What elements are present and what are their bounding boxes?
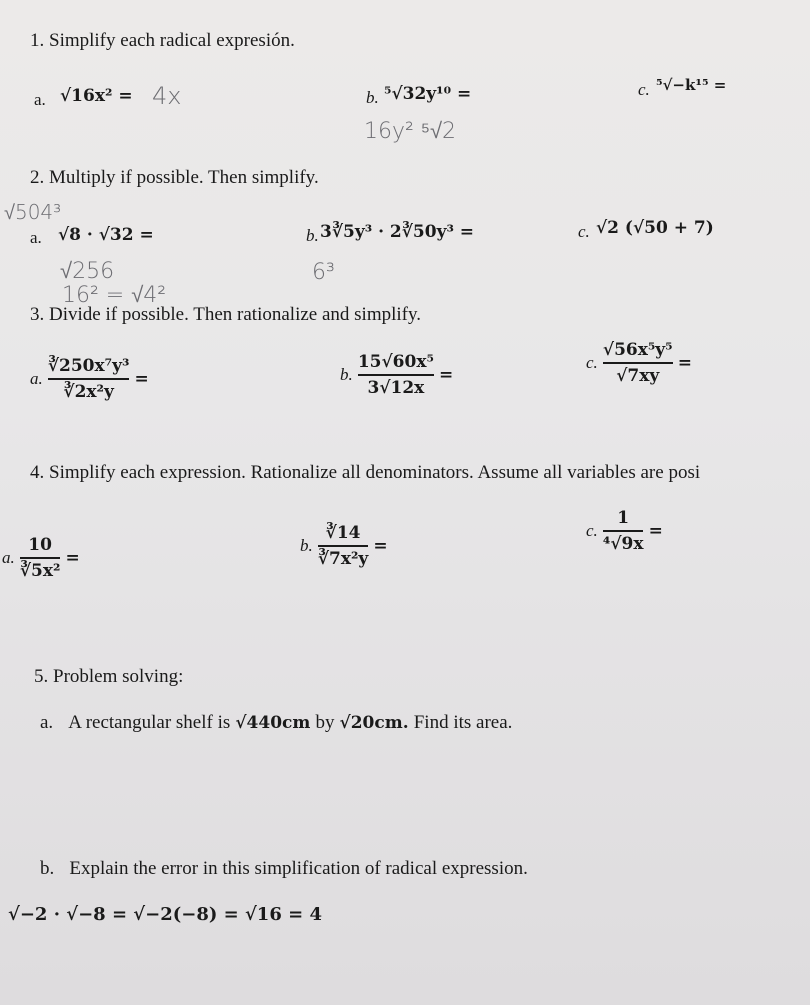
s5-a-label: a. <box>40 712 54 733</box>
s3-a-item <box>30 356 149 402</box>
s5-b-item <box>40 858 528 880</box>
s3-c-denominator: √7xy <box>616 365 660 386</box>
fraction-bar <box>20 557 61 559</box>
fraction-bar <box>603 530 644 532</box>
s4-a-denominator: ∛5x² <box>19 560 61 581</box>
s4-b-fraction <box>318 523 368 569</box>
s1-a-label: a. <box>34 90 46 109</box>
s4-b-equals: = <box>373 535 388 556</box>
s5-a-item <box>40 712 512 734</box>
s4-c-item <box>586 508 663 554</box>
section-2-heading: 2. Multiply if possible. Then simplify. <box>30 167 319 188</box>
s4-c-equals: = <box>648 520 663 541</box>
s4-c-fraction <box>603 508 644 554</box>
s1-c-expression: ⁵√−k¹⁵ = <box>656 76 727 94</box>
s3-a-equals: = <box>134 368 149 389</box>
s3-a-numerator: ∛250x⁷y³ <box>47 356 130 376</box>
s2-c-label: c. <box>578 222 590 241</box>
s5-b-label: b. <box>40 858 55 879</box>
s2-a-label: a. <box>30 228 42 247</box>
s4-b-label: b. <box>300 535 313 555</box>
section-4-heading: 4. Simplify each expression. Rationalize all denominators. Assume all variables are posi <box>30 462 701 483</box>
s1-b-handwritten-work: 16y² ⁵√2 <box>364 119 457 144</box>
s2-a-handwritten-step-2: 16² = √4² <box>62 283 167 308</box>
fraction-bar <box>358 374 434 376</box>
s3-c-numerator: √56x⁵y⁵ <box>602 340 673 360</box>
s2-b-handwritten-work: 6³ <box>312 260 335 285</box>
s1-a-handwritten-answer: 4x <box>152 82 182 110</box>
s4-c-label: c. <box>586 520 598 540</box>
fraction-bar <box>48 378 130 380</box>
s3-a-label: a. <box>30 368 43 388</box>
s5-a-text-2: by <box>315 712 335 733</box>
s1-b-expression: ⁵√32y¹⁰ = <box>384 84 472 104</box>
s3-b-fraction <box>358 352 434 398</box>
s4-c-denominator: ⁴√9x <box>602 533 644 554</box>
s5-a-length: √440cm <box>235 713 311 733</box>
s2-c-expression: √2 (√50 + 7) <box>596 218 714 238</box>
s5-a-width: √20cm. <box>339 713 409 733</box>
s4-c-numerator: 1 <box>617 508 630 528</box>
s3-c-label: c. <box>586 352 598 372</box>
s2-a-handwritten-step-1: √256 <box>60 259 115 284</box>
s3-a-denominator: ∛2x²y <box>63 381 114 402</box>
fraction-bar <box>318 545 368 547</box>
section-3-heading: 3. Divide if possible. Then rationalize and simplify. <box>30 304 422 325</box>
s5-b-expression: √−2 · √−8 = √−2(−8) = √16 = 4 <box>8 904 322 925</box>
s5-b-text: Explain the error in this simplification of radical expression. <box>69 858 528 879</box>
s2-a-expression: √8 · √32 = <box>58 225 154 245</box>
s5-a-text-3: Find its area. <box>413 712 513 733</box>
s3-b-label: b. <box>340 364 353 384</box>
s4-a-numerator: 10 <box>28 535 52 555</box>
fraction-bar <box>603 362 673 364</box>
s2-b-expression: 3∛5y³ · 2∛50y³ = <box>320 222 475 242</box>
s4-a-item <box>2 535 80 581</box>
s2-handwritten-note: √504³ <box>4 200 62 224</box>
s3-b-numerator: 15√60x⁵ <box>357 352 434 372</box>
s3-b-equals: = <box>439 364 454 385</box>
s3-c-item <box>586 340 692 386</box>
s5-a-text-1: A rectangular shelf is <box>68 712 231 733</box>
s1-b-label: b. <box>366 88 379 107</box>
section-1-heading: 1. Simplify each radical expresión. <box>30 30 295 51</box>
s3-c-fraction <box>603 340 673 386</box>
s2-b-label: b. <box>306 226 319 245</box>
s4-b-denominator: ∛7x²y <box>317 548 369 569</box>
s3-a-fraction <box>48 356 130 402</box>
section-5-heading: 5. Problem solving: <box>34 666 184 687</box>
s1-c-label: c. <box>638 80 650 99</box>
s4-b-numerator: ∛14 <box>325 523 361 543</box>
s4-a-fraction <box>20 535 61 581</box>
s4-a-equals: = <box>65 547 80 568</box>
s3-b-denominator: 3√12x <box>367 377 425 398</box>
s4-a-label: a. <box>2 547 15 567</box>
s3-b-item <box>340 352 453 398</box>
s1-a-expression: √16x² = <box>60 86 133 106</box>
s3-c-equals: = <box>677 352 692 373</box>
s4-b-item <box>300 523 388 569</box>
